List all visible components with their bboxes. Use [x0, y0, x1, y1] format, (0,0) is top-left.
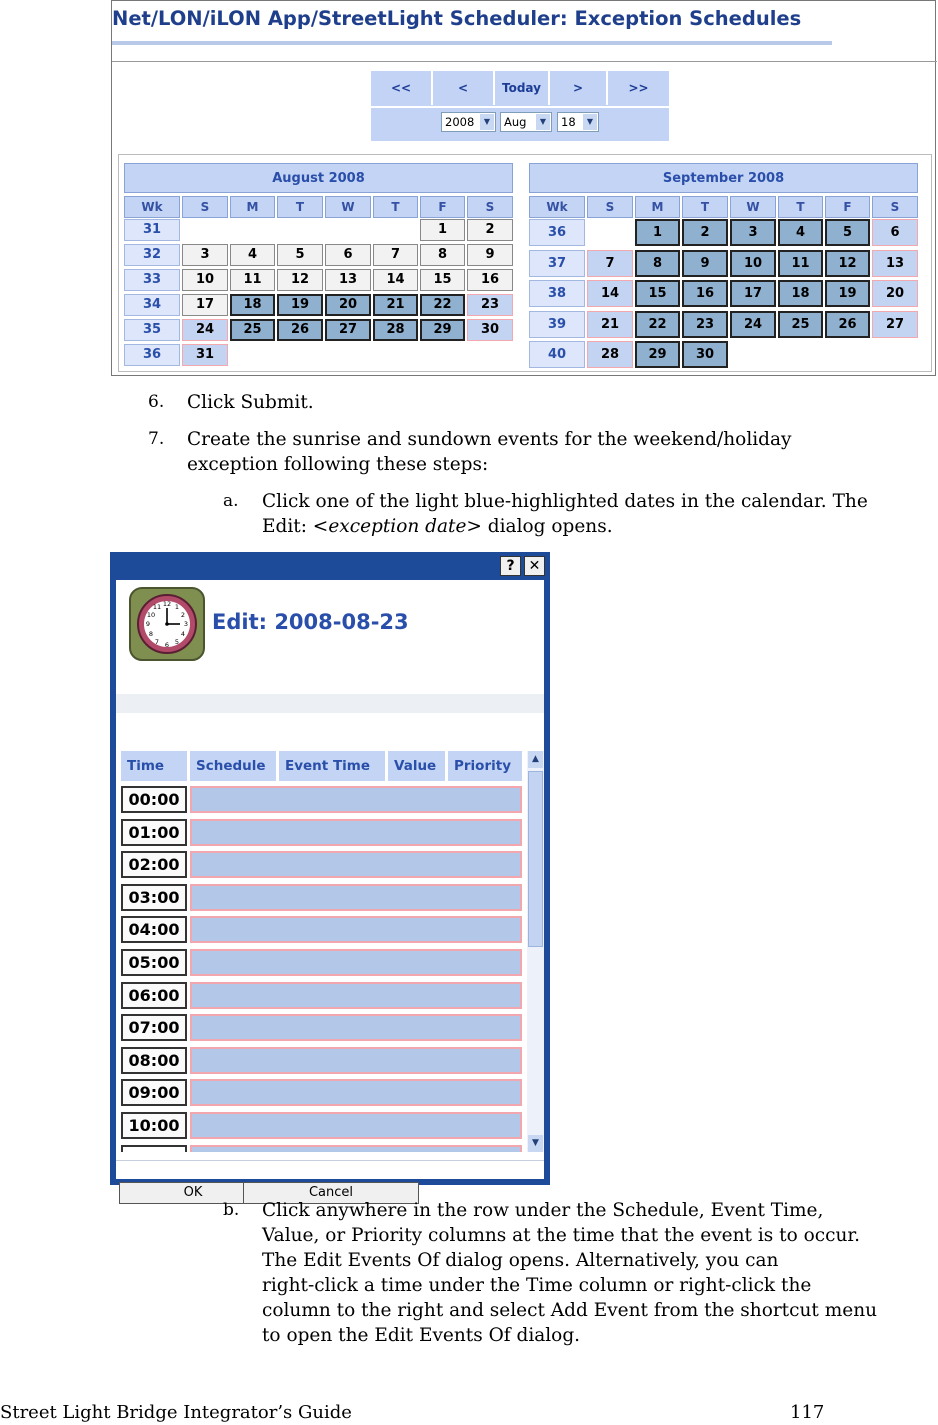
dialog-body — [116, 580, 544, 1200]
prev-year-button[interactable]: << — [371, 71, 433, 105]
calendar-day[interactable]: 14 — [587, 280, 633, 307]
day-column-header: S — [872, 196, 918, 218]
step-6-text — [187, 390, 314, 415]
calendar-day[interactable]: 28 — [373, 319, 418, 341]
time-cell[interactable]: 03:00 — [121, 884, 187, 911]
calendar-day[interactable]: 31 — [182, 344, 228, 366]
next-year-button[interactable]: >> — [628, 81, 649, 95]
calendar-day[interactable]: 26 — [277, 319, 323, 341]
step-7-line-1: Create the sunrise and sundown events for the weekend/holiday — [187, 429, 792, 450]
calendar-day[interactable]: 1 — [420, 219, 465, 241]
calendar-day[interactable]: 6 — [325, 244, 371, 266]
text-run: column to the right and select — [262, 1300, 551, 1321]
calendar-day[interactable]: 5 — [277, 244, 323, 266]
text-run: to open the — [262, 1325, 375, 1346]
day-select[interactable] — [557, 112, 599, 132]
calendar-day[interactable]: 15 — [420, 269, 465, 291]
text-run: columns at the time that the event is to occur. — [422, 1225, 861, 1246]
calendar-day[interactable]: 1 — [635, 219, 680, 246]
text-run: from the shortcut menu — [647, 1300, 878, 1321]
calendar-day[interactable]: 8 — [420, 244, 465, 266]
calendar-day[interactable]: 7 — [373, 244, 418, 266]
calendar-day[interactable]: 12 — [277, 269, 323, 291]
week-number[interactable]: 31 — [124, 219, 180, 241]
calendar-day[interactable]: 30 — [467, 319, 513, 341]
event-row[interactable] — [190, 949, 522, 976]
calendar-day[interactable]: 23 — [682, 311, 728, 338]
calendar-day[interactable]: 20 — [325, 294, 371, 316]
ui-term: Value — [262, 1225, 314, 1246]
column-header-schedule[interactable]: Schedule — [190, 751, 276, 781]
event-row[interactable] — [190, 851, 522, 878]
calendar-day[interactable]: 30 — [682, 341, 728, 368]
text-run: dialog opens. — [481, 516, 613, 537]
calendar-day[interactable]: 22 — [635, 311, 680, 338]
ui-term: Edit: < — [262, 516, 329, 537]
week-number[interactable]: 35 — [124, 319, 180, 341]
calendar-day[interactable]: 8 — [635, 250, 680, 277]
clock-icon — [128, 586, 206, 662]
ui-term: Event Time — [710, 1200, 818, 1221]
substep-letter: a. — [223, 491, 239, 511]
calendar-day[interactable]: 15 — [635, 280, 680, 307]
substep-letter: b. — [223, 1200, 240, 1220]
calendar-day[interactable]: 21 — [587, 311, 633, 338]
week-number[interactable]: 37 — [529, 250, 585, 277]
calendar-day[interactable]: 12 — [825, 250, 870, 277]
calendar-day[interactable]: 3 — [730, 219, 776, 246]
text-run: dialog. — [510, 1325, 581, 1346]
week-number[interactable]: 38 — [529, 280, 585, 307]
ui-term: > — [466, 516, 482, 537]
time-cell-partial — [121, 1145, 187, 1152]
calendar-day[interactable]: 6 — [872, 219, 918, 246]
week-number[interactable]: 36 — [124, 344, 180, 366]
calendar-day[interactable]: 4 — [230, 244, 275, 266]
year-select[interactable] — [441, 112, 496, 132]
time-cell[interactable]: 06:00 — [121, 982, 187, 1009]
ui-term: Edit Events Of — [303, 1250, 440, 1271]
close-button[interactable]: ✕ — [524, 556, 545, 576]
text-run: column or right-click the — [572, 1275, 812, 1296]
time-cell[interactable]: 00:00 — [121, 786, 187, 813]
event-row[interactable] — [190, 1047, 522, 1074]
substep-a-line-1: Click one of the light blue-highlighted dates in the calendar. The — [262, 491, 868, 512]
substep-b-line-5 — [262, 1298, 877, 1323]
column-header-value[interactable]: Value — [388, 751, 445, 781]
time-cell[interactable]: 07:00 — [121, 1014, 187, 1041]
svg-text:12: 12 — [162, 600, 172, 608]
calendar-day[interactable]: 17 — [730, 280, 776, 307]
cancel-button[interactable]: Cancel — [243, 1182, 419, 1204]
calendar-day[interactable]: 16 — [682, 280, 728, 307]
text-run: , — [817, 1200, 824, 1221]
svg-text:1: 1 — [174, 603, 180, 611]
svg-text:10: 10 — [146, 611, 156, 619]
calendar-day[interactable]: 10 — [730, 250, 776, 277]
calendar-day[interactable]: 27 — [872, 311, 918, 338]
text-run: , or — [313, 1225, 352, 1246]
calendar-day[interactable]: 23 — [467, 294, 513, 316]
scroll-up-icon[interactable]: ▲ — [528, 751, 543, 768]
time-cell[interactable]: 02:00 — [121, 851, 187, 878]
calendar-day[interactable]: 11 — [778, 250, 823, 277]
calendar-day[interactable]: 2 — [682, 219, 728, 246]
week-number[interactable]: 40 — [529, 341, 585, 368]
time-cell[interactable]: 05:00 — [121, 949, 187, 976]
substep-b-line-1 — [262, 1198, 823, 1223]
next-month-button[interactable]: > — [550, 71, 608, 105]
calendar-day[interactable]: 9 — [682, 250, 728, 277]
step-number: 7. — [148, 429, 165, 449]
substep-b-line-2 — [262, 1223, 860, 1248]
event-row[interactable] — [190, 819, 522, 846]
svg-text:2: 2 — [180, 611, 186, 619]
scheduler-screenshot — [111, 0, 936, 376]
week-column-header: Wk — [124, 196, 180, 218]
step-number: 6. — [148, 392, 165, 412]
svg-text:5: 5 — [174, 638, 180, 646]
calendar-day[interactable]: 11 — [230, 269, 275, 291]
calendar-month-title: August 2008 — [124, 163, 513, 193]
calendar-month-title: September 2008 — [529, 163, 918, 193]
calendar-day[interactable]: 16 — [467, 269, 513, 291]
help-button[interactable]: ? — [500, 556, 521, 576]
event-row[interactable] — [190, 1079, 522, 1106]
event-row-partial — [190, 1145, 522, 1152]
day-column-header: T — [277, 196, 323, 218]
week-column-header: Wk — [529, 196, 585, 218]
footer-divider — [116, 1160, 544, 1161]
calendar-day[interactable]: 25 — [230, 319, 275, 341]
day-column-header: T — [373, 196, 418, 218]
step-7-line-2: exception following these steps: — [187, 454, 489, 475]
calendar-day[interactable]: 7 — [587, 250, 633, 277]
text-run: Click anywhere in the row under the — [262, 1200, 613, 1221]
svg-text:8: 8 — [148, 630, 154, 638]
calendar-day[interactable]: 18 — [230, 294, 275, 316]
day-column-header: F — [825, 196, 870, 218]
prev-month-button[interactable]: < — [433, 71, 495, 105]
ui-term: Edit Events Of — [374, 1325, 511, 1346]
chevron-down-icon: ▼ — [480, 114, 494, 130]
ui-term: Add Event — [550, 1300, 648, 1321]
calendar-day[interactable]: 13 — [325, 269, 371, 291]
calendar-day[interactable]: 27 — [325, 319, 371, 341]
calendar-day[interactable]: 9 — [467, 244, 513, 266]
divider — [112, 61, 937, 62]
event-row[interactable] — [190, 982, 522, 1009]
event-row[interactable] — [190, 884, 522, 911]
time-cell[interactable]: 04:00 — [121, 916, 187, 943]
text-run: The — [262, 1250, 304, 1271]
svg-text:3: 3 — [183, 620, 189, 628]
year-value: 2008 — [445, 115, 475, 129]
svg-text:9: 9 — [145, 620, 151, 628]
calendar-day[interactable]: 26 — [825, 311, 870, 338]
calendar-day[interactable]: 25 — [778, 311, 823, 338]
calendar-day[interactable]: 10 — [182, 269, 228, 291]
calendar-day[interactable]: 24 — [730, 311, 776, 338]
vertical-scrollbar[interactable] — [527, 751, 544, 1152]
week-number[interactable]: 32 — [124, 244, 180, 266]
footer-page-number: 117 — [790, 1402, 825, 1423]
day-column-header: S — [587, 196, 633, 218]
time-cell[interactable]: 09:00 — [121, 1079, 187, 1106]
day-column-header: W — [730, 196, 776, 218]
date-navigator — [371, 71, 669, 141]
scroll-thumb[interactable] — [528, 771, 543, 947]
calendar-day[interactable]: 3 — [182, 244, 228, 266]
month-select[interactable] — [500, 112, 552, 132]
month-value: Aug — [504, 115, 527, 129]
event-row[interactable] — [190, 916, 522, 943]
day-value: 18 — [561, 115, 576, 129]
ui-term: Submit — [240, 392, 308, 413]
calendar-day[interactable]: 19 — [825, 280, 870, 307]
edit-dialog — [110, 552, 550, 1200]
chevron-down-icon: ▼ — [583, 114, 597, 130]
day-column-header: W — [325, 196, 371, 218]
calendar-day[interactable]: 29 — [420, 319, 465, 341]
day-column-header: S — [467, 196, 513, 218]
column-header-priority[interactable]: Priority — [448, 751, 522, 781]
time-cell[interactable]: 01:00 — [121, 819, 187, 846]
text-run: , — [698, 1200, 711, 1221]
event-row[interactable] — [190, 786, 522, 813]
toolbar-strip — [116, 694, 544, 713]
day-column-header: F — [420, 196, 465, 218]
day-column-header: T — [778, 196, 823, 218]
calendar-day[interactable]: 20 — [872, 280, 918, 307]
today-button[interactable]: Today — [495, 71, 550, 105]
calendar-day[interactable]: 28 — [587, 341, 633, 368]
column-header-time[interactable]: Time — [121, 751, 187, 781]
ui-term: Schedule — [612, 1200, 699, 1221]
day-column-header: T — [682, 196, 728, 218]
calendar-day[interactable]: 19 — [277, 294, 323, 316]
day-column-header: M — [635, 196, 680, 218]
event-row[interactable] — [190, 1014, 522, 1041]
day-column-header: M — [230, 196, 275, 218]
chevron-down-icon: ▼ — [536, 114, 550, 130]
placeholder-term: exception date — [328, 516, 467, 537]
calendar-day[interactable]: 2 — [467, 219, 513, 241]
calendar-day[interactable]: 13 — [872, 250, 918, 277]
calendar-day[interactable]: 5 — [825, 219, 870, 246]
ui-term: Time — [526, 1275, 573, 1296]
title-underline — [112, 41, 832, 45]
svg-text:4: 4 — [180, 630, 186, 638]
event-row[interactable] — [190, 1112, 522, 1139]
svg-text:6: 6 — [164, 641, 170, 649]
calendar-day[interactable]: 4 — [778, 219, 823, 246]
text-run: dialog opens. Alternatively, you can — [439, 1250, 779, 1271]
text-run: right-click a time under the — [262, 1275, 527, 1296]
calendar-day[interactable]: 18 — [778, 280, 823, 307]
text-run: Click — [187, 392, 241, 413]
substep-a-line-2 — [262, 514, 613, 539]
calendar-day[interactable]: 17 — [182, 294, 228, 316]
time-cell[interactable]: 10:00 — [121, 1112, 187, 1139]
substep-b-line-4 — [262, 1273, 811, 1298]
day-column-header: S — [182, 196, 228, 218]
page-title: Net/LON/iLON App/StreetLight Scheduler: Exception Schedules — [112, 7, 802, 30]
column-header-event-time[interactable]: Event Time — [279, 751, 385, 781]
svg-text:11: 11 — [152, 603, 162, 611]
week-number[interactable]: 39 — [529, 311, 585, 338]
calendar-day[interactable]: 22 — [420, 294, 465, 316]
ui-term: Priority — [351, 1225, 423, 1246]
substep-b-line-6 — [262, 1323, 580, 1348]
week-number[interactable]: 33 — [124, 269, 180, 291]
substep-b-line-3 — [262, 1248, 778, 1273]
calendar-day[interactable]: 24 — [182, 319, 228, 341]
calendar-day[interactable]: 29 — [635, 341, 680, 368]
text-run: . — [307, 392, 314, 413]
footer-doc-title: Street Light Bridge Integrator’s Guide — [0, 1402, 352, 1423]
week-number[interactable]: 36 — [529, 219, 585, 246]
time-cell[interactable]: 08:00 — [121, 1047, 187, 1074]
calendar-day[interactable]: 21 — [373, 294, 418, 316]
svg-text:7: 7 — [154, 638, 160, 646]
calendar-day[interactable]: 14 — [373, 269, 418, 291]
scroll-down-icon[interactable]: ▼ — [528, 1135, 543, 1152]
ok-button[interactable]: OK — [119, 1182, 267, 1204]
week-number[interactable]: 34 — [124, 294, 180, 316]
dialog-title: Edit: 2008-08-23 — [212, 610, 409, 634]
